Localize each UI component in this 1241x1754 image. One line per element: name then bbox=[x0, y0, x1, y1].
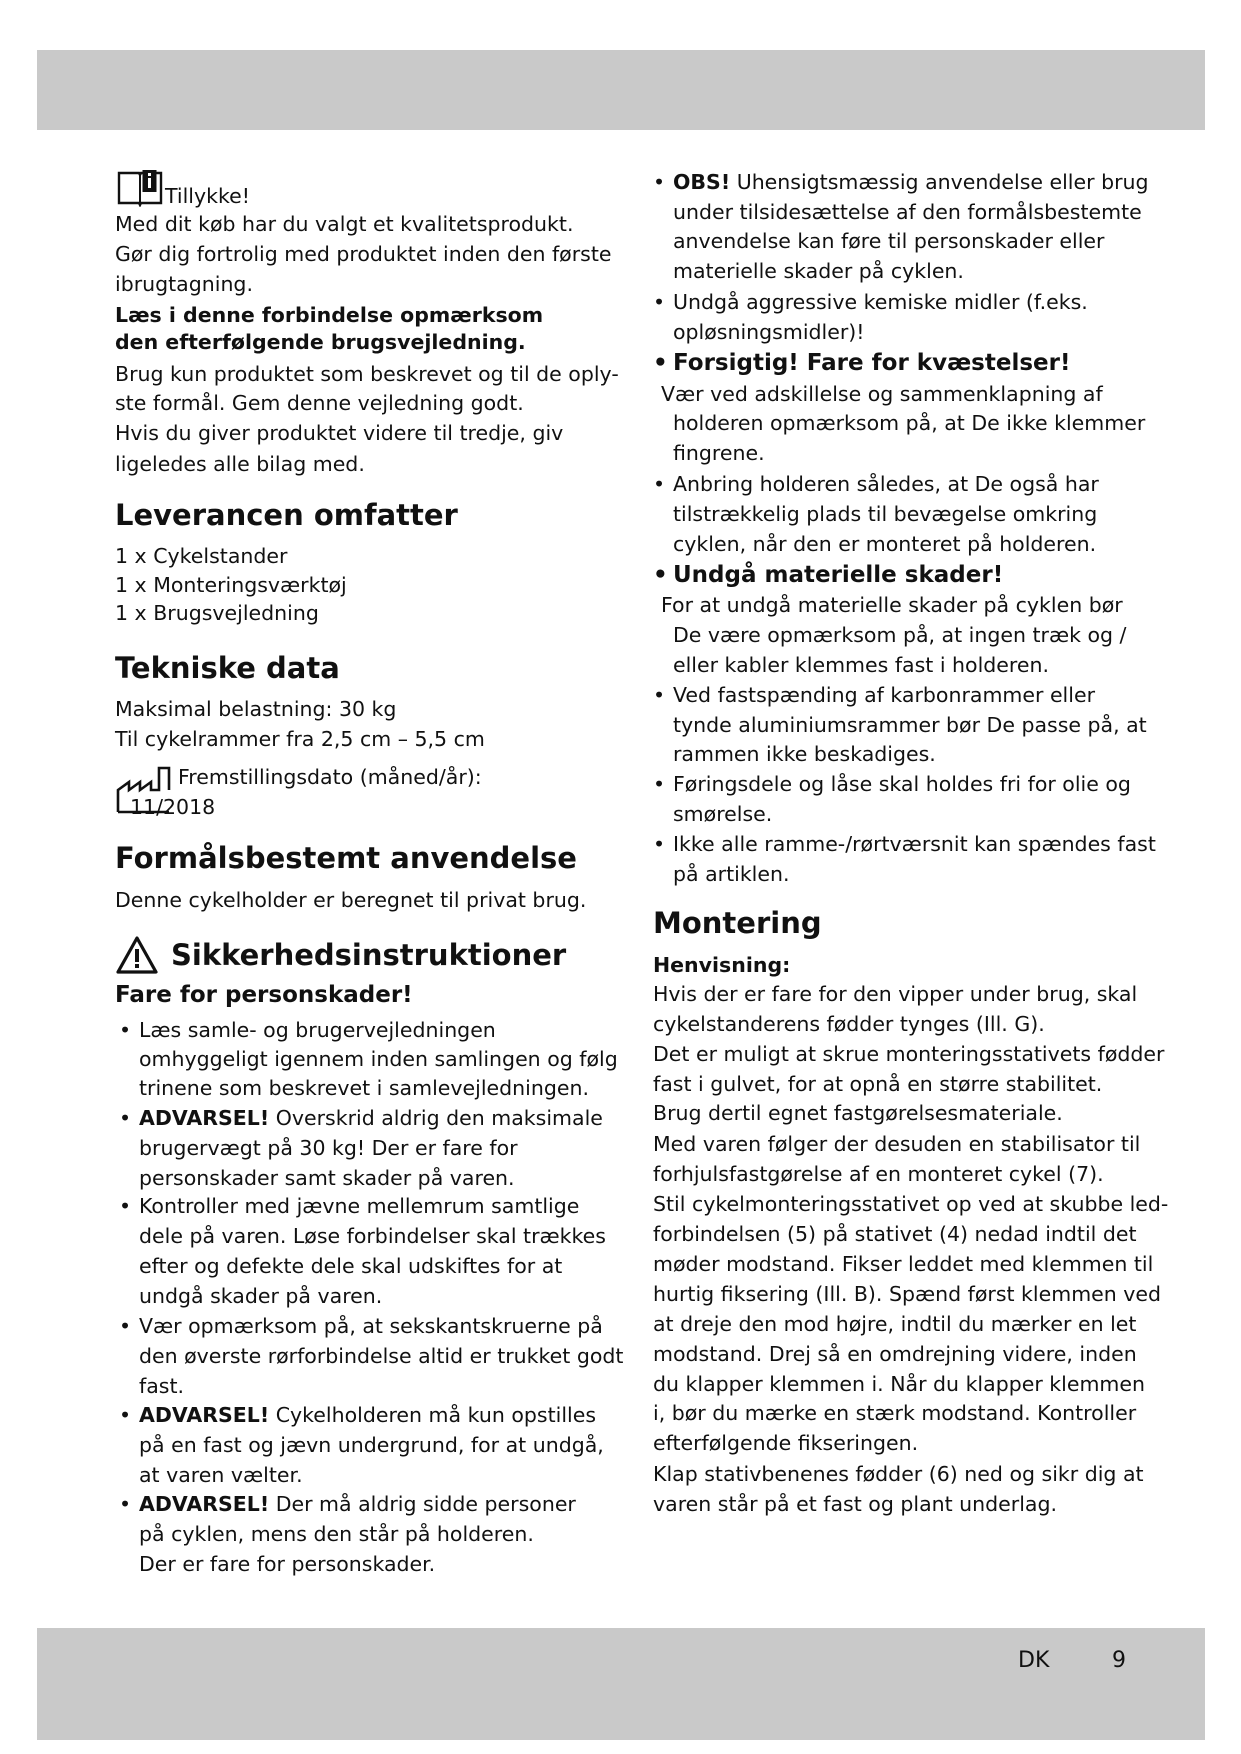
bullet-line: For at undgå materielle skader på cyklen bør bbox=[661, 593, 1123, 617]
tech-line: Til cykelrammer fra 2,5 cm – 5,5 cm bbox=[115, 727, 485, 751]
delivery-item: 1 x Brugsvejledning bbox=[115, 601, 319, 625]
mount-heading: Montering bbox=[653, 906, 822, 940]
bullet-dot: • bbox=[653, 683, 666, 707]
manufacture-label: Fremstillingsdato (måned/år): bbox=[178, 765, 482, 789]
mount-line: Klap stativbenenes fødder (6) ned og sikr dig at bbox=[653, 1462, 1144, 1486]
delivery-heading: Leverancen omfatter bbox=[115, 498, 458, 532]
intro-more-line: ste formål. Gem denne vejledning godt. bbox=[115, 391, 524, 415]
mount-line: Hvis der er fare for den vipper under brug, skal bbox=[653, 982, 1138, 1006]
bullet-dot: • bbox=[119, 1492, 132, 1516]
bullet-line: OBS! Uhensigtsmæssig anvendelse eller brug bbox=[673, 170, 1149, 194]
intro-bold-line: Læs i denne forbindelse opmærksom bbox=[115, 303, 544, 327]
bullet-line: brugervægt på 30 kg! Der er fare for bbox=[139, 1136, 518, 1160]
manufacture-value: 11/2018 bbox=[130, 795, 216, 819]
intro-line: ibrugtagning. bbox=[115, 272, 253, 296]
mount-line: forbindelsen (5) på stativet (4) nedad indtil det bbox=[653, 1222, 1137, 1246]
bullet-line: Der er fare for personskader. bbox=[139, 1552, 436, 1576]
caution-heading: Forsigtig! Fare for kvæstelser! bbox=[673, 350, 1071, 376]
mount-line: i, bør du mærke en stærk modstand. Kontroller bbox=[653, 1401, 1137, 1425]
bullet-line: under tilsidesættelse af den formålsbestemte bbox=[673, 200, 1142, 224]
bullet-line: på cyklen, mens den står på holderen. bbox=[139, 1522, 534, 1546]
bullet-line: De være opmærksom på, at ingen træk og / bbox=[673, 623, 1127, 647]
delivery-item: 1 x Cykelstander bbox=[115, 544, 288, 568]
mount-line: at dreje den mod højre, indtil du mærker en let bbox=[653, 1312, 1137, 1336]
bullet-dot: • bbox=[653, 832, 666, 856]
purpose-heading: Formålsbestemt anvendelse bbox=[115, 841, 577, 875]
bullet-line: tynde aluminiumsrammer bør De passe på, at bbox=[673, 713, 1147, 737]
bullet-line: ADVARSEL! Cykelholderen må kun opstilles bbox=[139, 1403, 596, 1427]
footer-language: DK bbox=[1018, 1648, 1050, 1673]
bullet-dot: • bbox=[653, 472, 666, 496]
intro-line: Gør dig fortrolig med produktet inden den første bbox=[115, 242, 612, 266]
warning-triangle-icon bbox=[115, 935, 159, 975]
bullet-line: fast. bbox=[139, 1374, 185, 1398]
tech-heading: Tekniske data bbox=[115, 651, 340, 685]
bullet-line: opløsningsmidler)! bbox=[673, 320, 865, 344]
bullet-line: omhyggeligt igennem inden samlingen og følg bbox=[139, 1047, 618, 1071]
bullet-line: smørelse. bbox=[673, 802, 773, 826]
bullet-line: ADVARSEL! Overskrid aldrig den maksimale bbox=[139, 1106, 603, 1130]
purpose-text: Denne cykelholder er beregnet til privat brug. bbox=[115, 888, 587, 912]
bullet-dot: • bbox=[119, 1314, 132, 1338]
mount-line: møder modstand. Fikser leddet med klemmen til bbox=[653, 1252, 1154, 1276]
bullet-line: anvendelse kan føre til personskader eller bbox=[673, 229, 1105, 253]
bullet-line: Kontroller med jævne mellemrum samtlige bbox=[139, 1194, 580, 1218]
bullet-line: den øverste rørforbindelse altid er trukket godt bbox=[139, 1344, 624, 1368]
bullet-dot: • bbox=[119, 1403, 132, 1427]
bullet-line: efter og defekte dele skal udskiftes for at bbox=[139, 1254, 563, 1278]
bullet-line: holderen opmærksom på, at De ikke klemmer bbox=[673, 411, 1146, 435]
mount-line: forhjulsfastgørelse af en monteret cykel (7). bbox=[653, 1162, 1104, 1186]
mount-line: du klapper klemmen i. Når du klapper klemmen bbox=[653, 1372, 1145, 1396]
bullet-line: Føringsdele og låse skal holdes fri for olie og bbox=[673, 772, 1131, 796]
bullet-dot: • bbox=[119, 1106, 132, 1130]
bullet-line: cyklen, når den er monteret på holderen. bbox=[673, 532, 1097, 556]
intro-bold-line: den efterfølgende brugsvejledning. bbox=[115, 330, 526, 354]
bullet-dot: • bbox=[653, 562, 668, 588]
bullet-dot: • bbox=[653, 290, 666, 314]
bullet-line: fingrene. bbox=[673, 441, 765, 465]
intro-more-line: Brug kun produktet som beskrevet og til de oply- bbox=[115, 362, 619, 386]
header-band bbox=[37, 50, 1205, 130]
bullet-line: Vær ved adskillelse og sammenklapning af bbox=[661, 382, 1103, 406]
intro-line: Med dit køb har du valgt et kvalitetsprodukt. bbox=[115, 212, 574, 236]
bullet-line: undgå skader på varen. bbox=[139, 1284, 383, 1308]
bullet-dot: • bbox=[119, 1194, 132, 1218]
mount-line: hurtig fiksering (Ill. B). Spænd først klemmen ved bbox=[653, 1282, 1162, 1306]
bullet-line: personskader samt skader på varen. bbox=[139, 1166, 515, 1190]
info-book-icon bbox=[117, 167, 163, 207]
mount-line: fast i gulvet, for at opnå en større stabilitet. bbox=[653, 1072, 1103, 1096]
danger-heading: Fare for personskader! bbox=[115, 982, 413, 1008]
mount-line: Brug dertil egnet fastgørelsesmateriale. bbox=[653, 1101, 1063, 1125]
bullet-line: Læs samle- og brugervejledningen bbox=[139, 1018, 496, 1042]
mount-line: Med varen følger der desuden en stabilisator til bbox=[653, 1132, 1141, 1156]
mount-line: cykelstanderens fødder tynges (Ill. G). bbox=[653, 1012, 1045, 1036]
bullet-dot: • bbox=[653, 772, 666, 796]
bullet-dot: • bbox=[653, 350, 668, 376]
intro-more-line: ligeledes alle bilag med. bbox=[115, 452, 365, 476]
intro-title: Tillykke! bbox=[165, 184, 250, 208]
page-number: 9 bbox=[1112, 1648, 1126, 1673]
footer-band bbox=[37, 1628, 1205, 1740]
mount-line: varen står på et fast og plant underlag. bbox=[653, 1492, 1058, 1516]
note-heading: Henvisning: bbox=[653, 953, 791, 977]
delivery-item: 1 x Monteringsværktøj bbox=[115, 573, 347, 597]
bullet-line: ADVARSEL! Der må aldrig sidde personer bbox=[139, 1492, 576, 1516]
bullet-line: tilstrækkelig plads til bevægelse omkring bbox=[673, 502, 1098, 526]
bullet-line: dele på varen. Løse forbindelser skal trækkes bbox=[139, 1224, 606, 1248]
bullet-line: Vær opmærksom på, at sekskantskruerne på bbox=[139, 1314, 603, 1338]
bullet-line: Ved fastspænding af karbonrammer eller bbox=[673, 683, 1095, 707]
mount-line: efterfølgende fikseringen. bbox=[653, 1431, 919, 1455]
mount-line: Stil cykelmonteringsstativet op ved at skubbe led- bbox=[653, 1192, 1169, 1216]
bullet-dot: • bbox=[653, 170, 666, 194]
bullet-line: på en fast og jævn undergrund, for at undgå, bbox=[139, 1433, 604, 1457]
bullet-line: eller kabler klemmes fast i holderen. bbox=[673, 653, 1050, 677]
bullet-line: trinene som beskrevet i samlevejledningen. bbox=[139, 1076, 589, 1100]
tech-line: Maksimal belastning: 30 kg bbox=[115, 697, 397, 721]
mount-line: Det er muligt at skrue monteringsstativets fødder bbox=[653, 1042, 1165, 1066]
safety-heading: Sikkerhedsinstruktioner bbox=[171, 938, 567, 972]
damage-heading: Undgå materielle skader! bbox=[673, 562, 1004, 588]
bullet-line: Ikke alle ramme-/rørtværsnit kan spændes fast bbox=[673, 832, 1156, 856]
bullet-line: at varen vælter. bbox=[139, 1463, 303, 1487]
mount-line: modstand. Drej så en omdrejning videre, inden bbox=[653, 1342, 1137, 1366]
bullet-line: på artiklen. bbox=[673, 862, 790, 886]
bullet-line: materielle skader på cyklen. bbox=[673, 259, 964, 283]
bullet-dot: • bbox=[119, 1018, 132, 1042]
bullet-line: Undgå aggressive kemiske midler (f.eks. bbox=[673, 290, 1088, 314]
bullet-line: Anbring holderen således, at De også har bbox=[673, 472, 1099, 496]
bullet-line: rammen ikke beskadiges. bbox=[673, 742, 936, 766]
intro-more-line: Hvis du giver produktet videre til tredje, giv bbox=[115, 421, 564, 445]
